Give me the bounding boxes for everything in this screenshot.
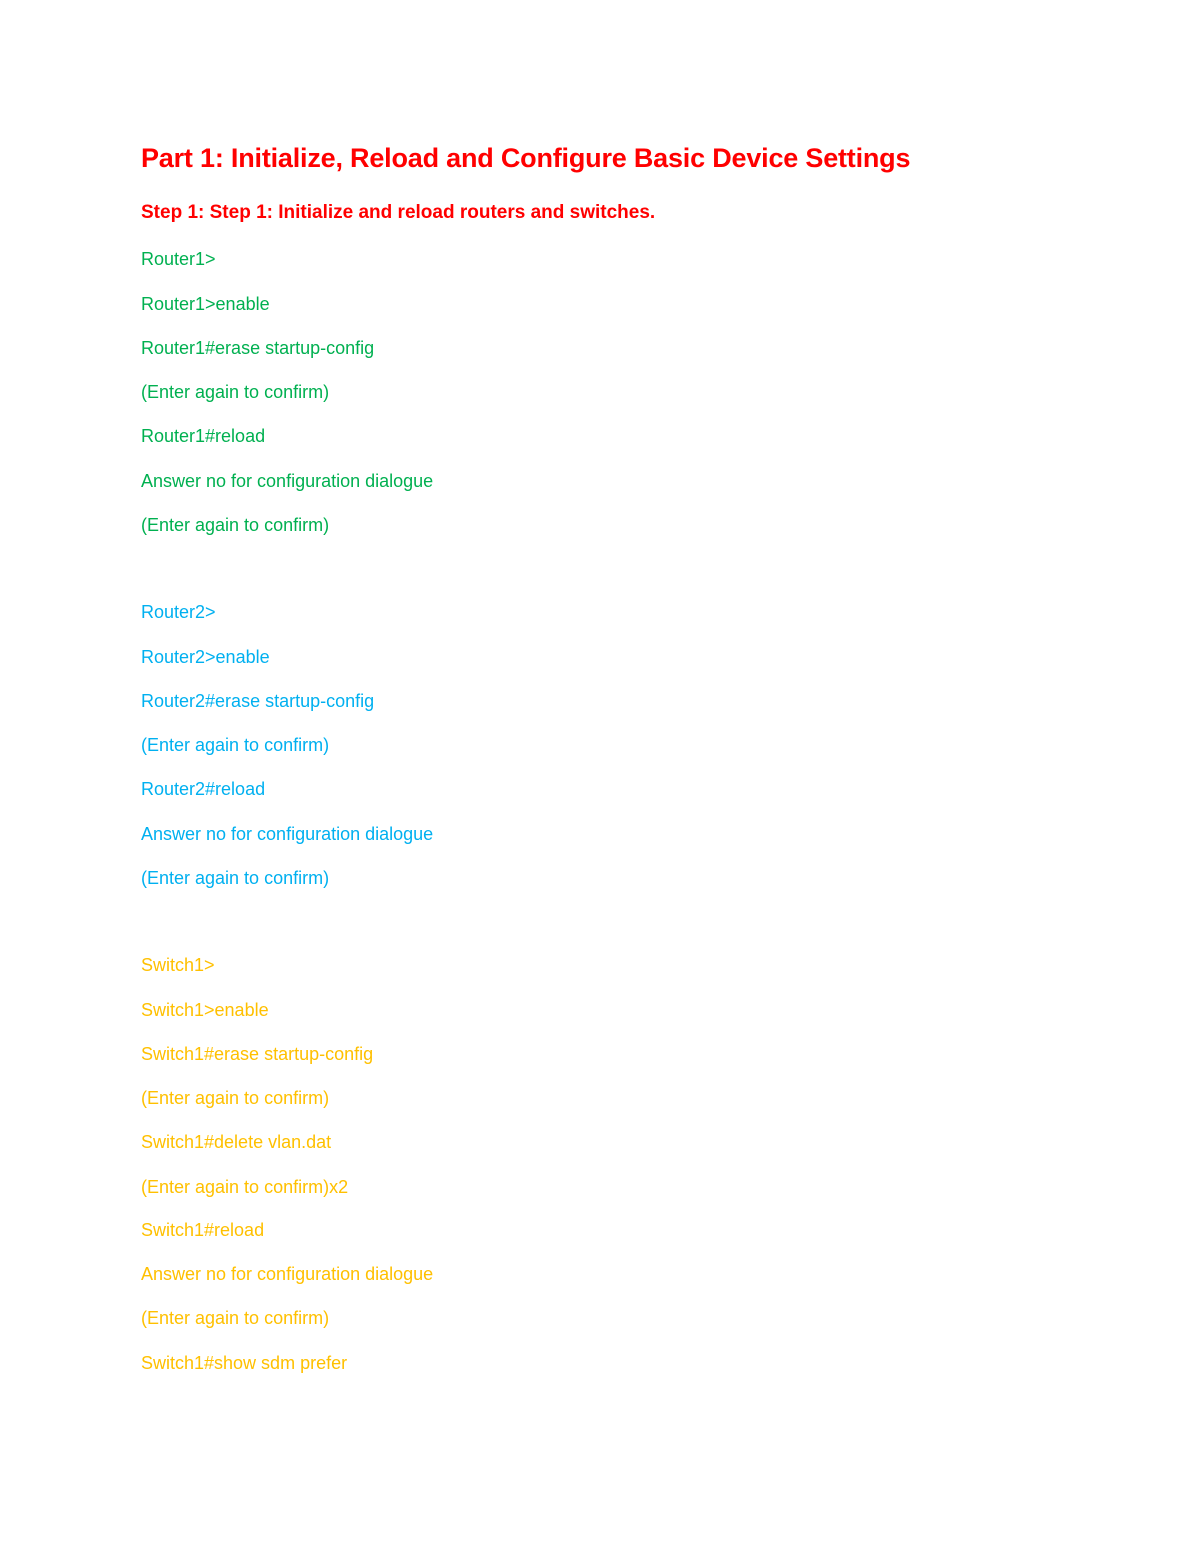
step-heading: Step 1: Step 1: Initialize and reload routers and switches.	[141, 202, 656, 223]
router2-line: (Enter again to confirm)	[141, 735, 330, 755]
router2-line: (Enter again to confirm)	[141, 868, 330, 888]
switch1-line: Switch1#reload	[141, 1220, 265, 1240]
router2-line: Router2#reload	[141, 779, 266, 799]
switch1-line: (Enter again to confirm)	[141, 1088, 330, 1108]
router2-line: Router2>	[141, 602, 216, 622]
switch1-line: Switch1>enable	[141, 1000, 269, 1020]
router1-line: Answer no for configuration dialogue	[141, 471, 434, 491]
router1-line: Router1>enable	[141, 294, 270, 314]
switch1-line: Switch1#erase startup-config	[141, 1044, 374, 1064]
router1-line: (Enter again to confirm)	[141, 515, 330, 535]
part-heading: Part 1: Initialize, Reload and Configure Basic Device Settings	[141, 143, 911, 173]
router1-line: Router1#reload	[141, 426, 266, 446]
router1-line: (Enter again to confirm)	[141, 382, 330, 402]
switch1-line: (Enter again to confirm)	[141, 1308, 330, 1328]
router1-line: Router1#erase startup-config	[141, 338, 375, 358]
router1-line: Router1>	[141, 249, 216, 269]
router2-line: Answer no for configuration dialogue	[141, 824, 434, 844]
router2-line: Router2#erase startup-config	[141, 691, 375, 711]
switch1-line: Switch1>	[141, 955, 215, 975]
switch1-line: Switch1#show sdm prefer	[141, 1353, 348, 1373]
switch1-line: Answer no for configuration dialogue	[141, 1264, 434, 1284]
switch1-line: (Enter again to confirm)x2	[141, 1177, 349, 1197]
switch1-line: Switch1#delete vlan.dat	[141, 1132, 332, 1152]
router2-line: Router2>enable	[141, 647, 270, 667]
